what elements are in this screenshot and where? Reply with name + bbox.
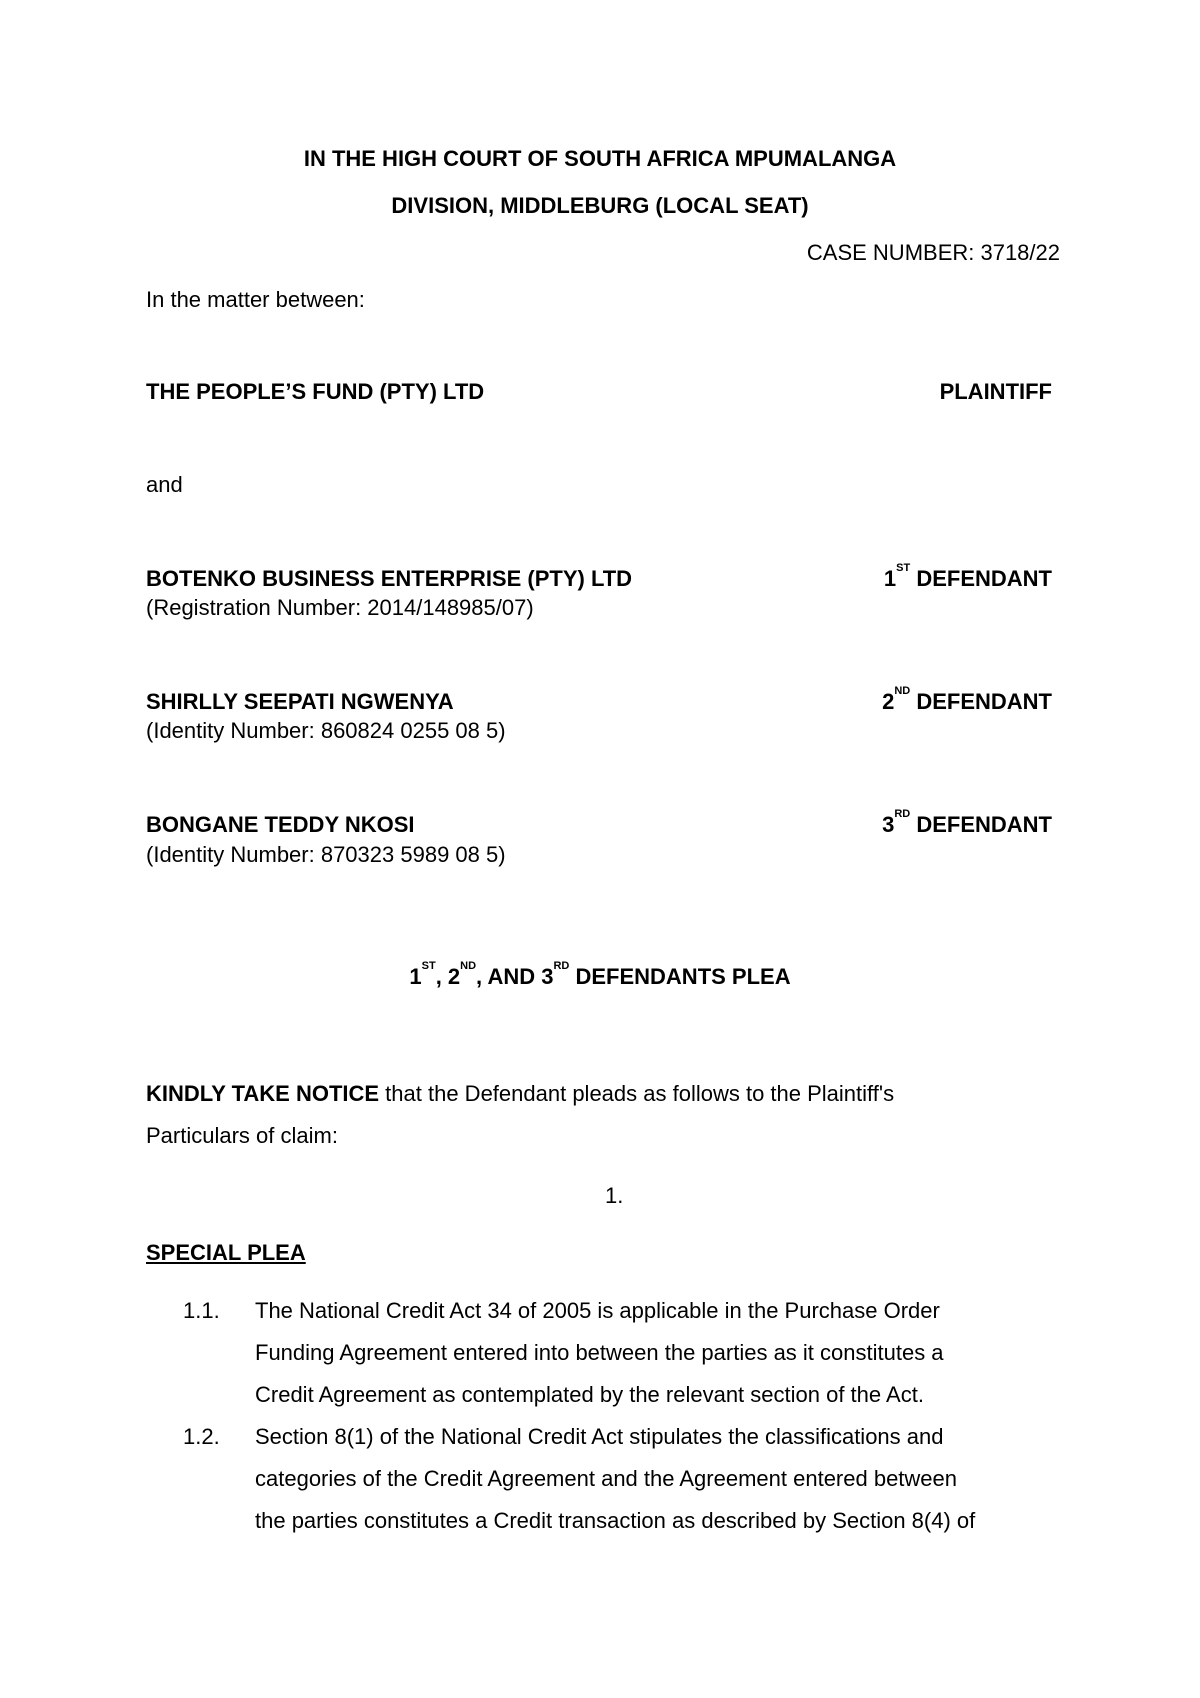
paragraph-1-1-number: 1.1. <box>183 1298 220 1323</box>
paragraph-1-2-line3: the parties constitutes a Credit transaction as described by Section 8(4) of <box>255 1508 976 1533</box>
court-heading-line2: DIVISION, MIDDLEBURG (LOCAL SEAT) <box>391 193 809 218</box>
plaintiff-role: PLAINTIFF <box>939 379 1052 404</box>
section-number: 1. <box>605 1183 624 1208</box>
case-number: CASE NUMBER: 3718/22 <box>806 240 1060 265</box>
plea-title: 1ST, 2ND, AND 3RD DEFENDANTS PLEA <box>409 960 791 989</box>
paragraph-1-2-line1: Section 8(1) of the National Credit Act stipulates the classifications and <box>255 1424 944 1449</box>
court-heading-line1: IN THE HIGH COURT OF SOUTH AFRICA MPUMALANGA <box>303 146 897 171</box>
notice-line1: KINDLY TAKE NOTICE that the Defendant pleads as follows to the Plaintiff's <box>146 1081 895 1106</box>
defendant-1-role: 1ST DEFENDANT <box>883 562 1052 591</box>
matter-between-label: In the matter between: <box>146 287 365 312</box>
defendant-2-name: SHIRLLY SEEPATI NGWENYA <box>146 689 454 714</box>
paragraph-1-1-line1: The National Credit Act 34 of 2005 is applicable in the Purchase Order <box>255 1298 940 1323</box>
defendant-2-detail: (Identity Number: 860824 0255 08 5) <box>146 718 506 743</box>
defendant-3-role: 3RD DEFENDANT <box>882 808 1052 837</box>
paragraph-1-2-line2: categories of the Credit Agreement and the Agreement entered between <box>255 1466 958 1491</box>
defendant-2-role: 2ND DEFENDANT <box>882 685 1052 714</box>
and-label: and <box>146 472 183 497</box>
paragraph-1-2-number: 1.2. <box>183 1424 220 1449</box>
paragraph-1-1-line2: Funding Agreement entered into between the parties as it constitutes a <box>255 1340 944 1365</box>
paragraph-1-1-line3: Credit Agreement as contemplated by the relevant section of the Act. <box>255 1382 924 1407</box>
defendant-1-name: BOTENKO BUSINESS ENTERPRISE (PTY) LTD <box>146 566 633 591</box>
defendant-3-detail: (Identity Number: 870323 5989 08 5) <box>146 842 506 867</box>
special-plea-heading: SPECIAL PLEA <box>146 1240 306 1265</box>
defendant-3-name: BONGANE TEDDY NKOSI <box>146 812 415 837</box>
plaintiff-name: THE PEOPLE’S FUND (PTY) LTD <box>146 379 485 404</box>
notice-bold: KINDLY TAKE NOTICE <box>146 1081 380 1106</box>
defendant-1-detail: (Registration Number: 2014/148985/07) <box>146 595 534 620</box>
notice-line2: Particulars of claim: <box>146 1123 338 1148</box>
